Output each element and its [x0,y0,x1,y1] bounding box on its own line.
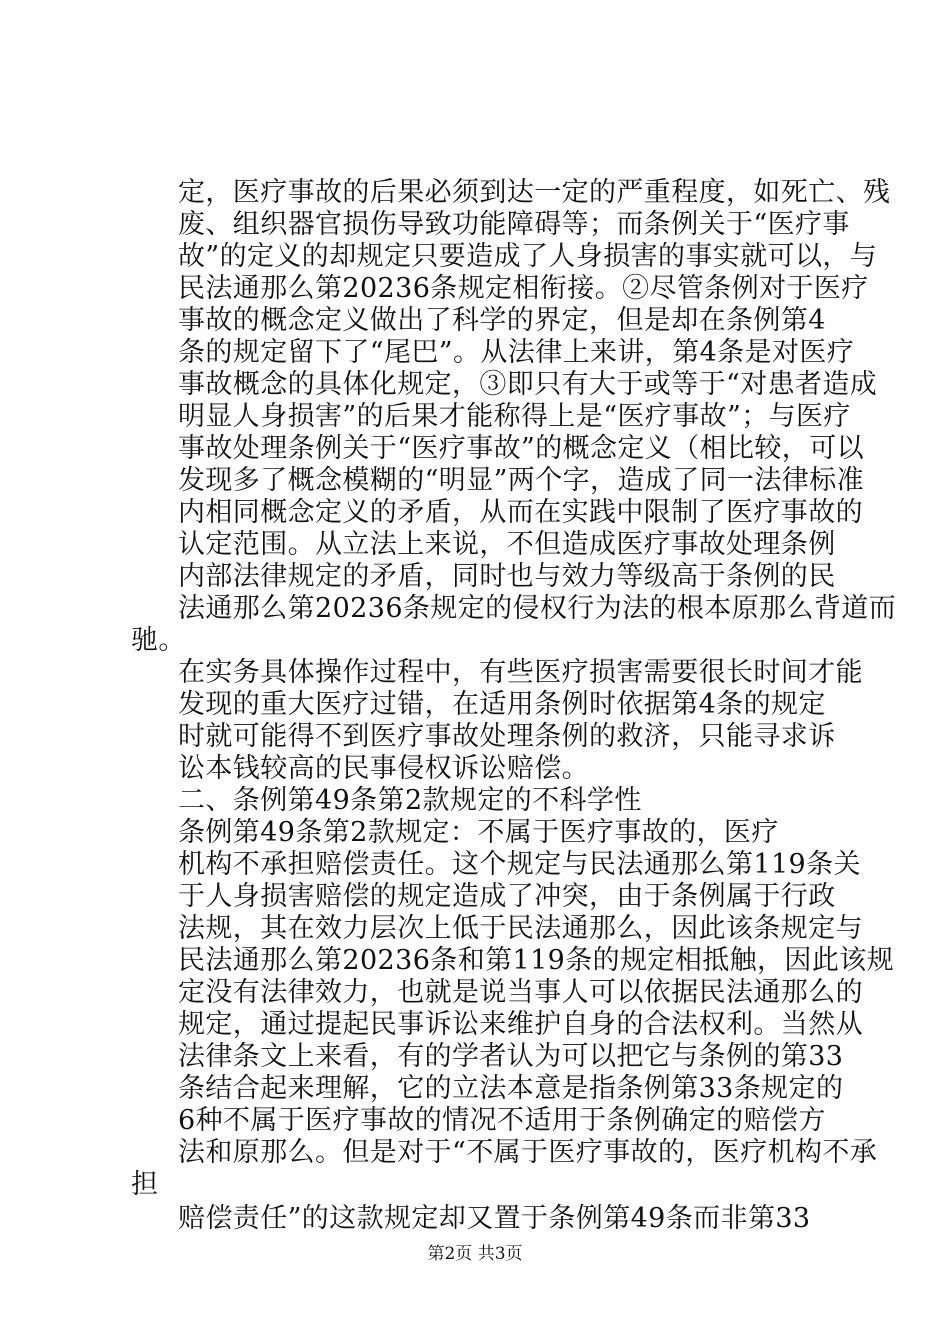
text-line: 废、组织器官损伤导致功能障碍等；而条例关于“医疗事 [178,209,850,240]
text-line: 担 [131,1169,159,1200]
text-line: 赔偿责任”的这款规定却又置于条例第49条而非第33 [178,1203,811,1234]
text-line: 事故的概念定义做出了科学的界定，但是却在条例第4 [178,305,826,336]
text-line: 驰。 [131,625,186,656]
text-line: 明显人身损害”的后果才能称得上是“医疗事故”；与医疗 [178,401,851,432]
text-line: 时就可能得不到医疗事故处理条例的救济，只能寻求诉 [178,721,836,752]
text-line: 定没有法律效力，也就是说当事人可以依据民法通那么的 [178,977,863,1008]
text-line: 条的规定留下了“尾巴”。从法律上来讲，第4条是对医疗 [178,337,855,368]
text-line: 机构不承担赔偿责任。这个规定与民法通那么第119条关 [178,849,861,880]
text-line: 于人身损害赔偿的规定造成了冲突，由于条例属于行政 [178,881,836,912]
text-line: 6种不属于医疗事故的情况不适用于条例确定的赔偿方 [178,1105,826,1136]
text-line: 内部法律规定的矛盾，同时也与效力等级高于条例的民 [178,561,836,592]
text-line: 事故概念的具体化规定，③即只有大于或等于“对患者造成 [178,369,878,400]
text-line: 发现多了概念模糊的“明显”两个字，造成了同一法律标准 [178,465,865,496]
section-heading: 二、条例第49条第2款规定的不科学性 [178,785,642,816]
text-line: 定，医疗事故的后果必须到达一定的严重程度，如死亡、残 [178,177,891,208]
text-line: 条例第49条第2款规定：不属于医疗事故的，医疗 [178,817,779,848]
text-line: 法律条文上来看，有的学者认为可以把它与条例的第33 [178,1041,844,1072]
text-line: 法和原那么。但是对于“不属于医疗事故的，医疗机构不承 [178,1137,878,1168]
text-line: 内相同概念定义的矛盾，从而在实践中限制了医疗事故的 [178,497,863,528]
text-line: 条结合起来理解，它的立法本意是指条例第33条规定的 [178,1073,844,1104]
text-line: 发现的重大医疗过错，在适用条例时依据第4条的规定 [178,689,826,720]
text-line: 认定范围。从立法上来说，不但造成医疗事故处理条例 [178,529,836,560]
text-line: 民法通那么第20236条和第119条的规定相抵触，因此该规 [178,945,895,976]
text-line: 法通那么第20236条规定的侵权行为法的根本原那么背道而 [178,593,897,624]
text-line: 讼本钱较高的民事侵权诉讼赔偿。 [178,753,589,784]
text-line: 在实务具体操作过程中，有些医疗损害需要很长时间才能 [178,657,863,688]
text-line: 民法通那么第20236条规定相衔接。②尽管条例对于医疗 [178,273,869,304]
page-number-footer: 第2页 共3页 [427,1244,523,1264]
text-line: 法规，其在效力层次上低于民法通那么，因此该条规定与 [178,913,863,944]
text-line: 事故处理条例关于“医疗事故”的概念定义（相比较，可以 [178,433,865,464]
text-line: 故”的定义的却规定只要造成了人身损害的事实就可以，与 [178,241,878,272]
text-line: 规定，通过提起民事诉讼来维护自身的合法权利。当然从 [178,1009,863,1040]
